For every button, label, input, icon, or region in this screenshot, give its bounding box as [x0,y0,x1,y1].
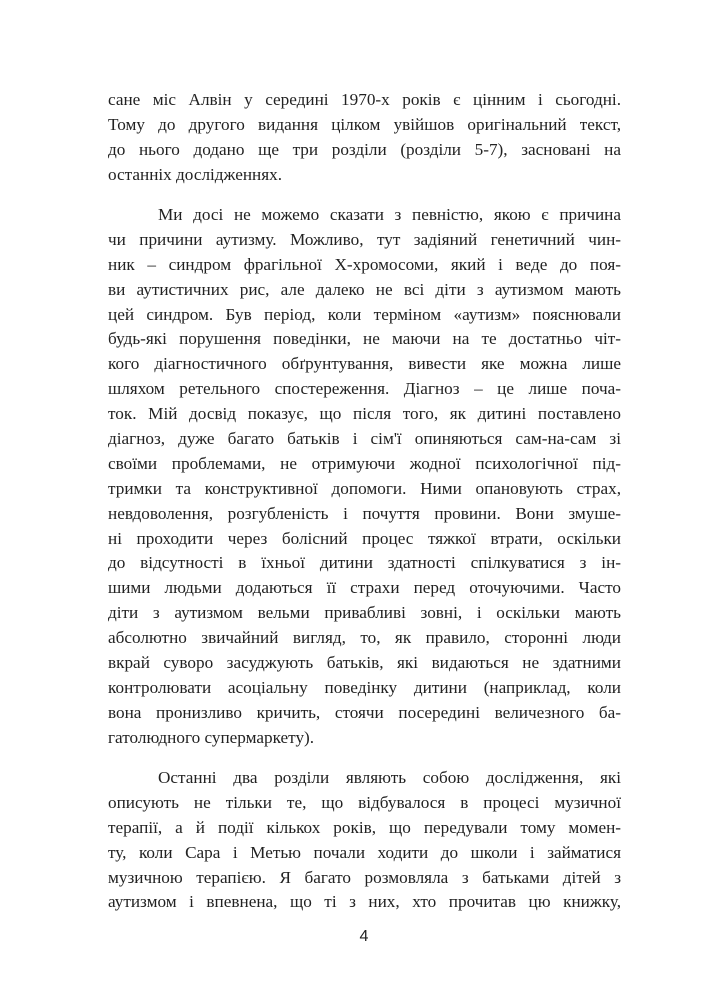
text-line: невдоволення, розгубленість і почуття провини. Вони змуше- [108,503,621,523]
text-line: абсолютно звичайний вигляд, то, як правило, сторонні люди [108,628,621,648]
text-line: ні проходити через болісний процес тяжкої втрати, оскільки [108,528,621,548]
text-line: кого діагностичного обґрунтування, вивести яке можна лише [108,354,621,374]
text-line: шляхом ретельного спостереження. Діагноз – це лише поча- [108,379,621,399]
text-line: ник – синдром фрагільної Х-хромосоми, який і веде до поя- [108,254,621,274]
text-line: Тому до другого видання цілком увійшов оригінальний текст, [108,114,621,134]
text-line: ток. Мій досвід показує, що після того, як дитині поставлено [108,404,621,424]
text-line: до відсутності в їхньої дитини здатності спілкуватися з ін- [108,553,621,573]
text-line: останніх дослідженнях. [108,164,283,184]
text-line: діти з аутизмом вельми привабливі зовні, і оскільки мають [108,603,621,623]
page-number: 4 [359,928,369,945]
text-line: до нього додано ще три розділи (розділи 5-7), засновані на [108,139,621,159]
text-line: ви аутистичних рис, але далеко не всі діти з аутизмом мають [108,279,621,299]
text-line: ту, коли Сара і Метью почали ходити до школи і займатися [108,842,621,862]
text-line: чи причини аутизму. Можливо, тут задіяний генетичний чин- [108,229,621,249]
text-line: музичною терапією. Я багато розмовляла з батьками дітей з [108,867,621,887]
text-line: своїми проблемами, не отримуючи жодної психологічної під- [108,453,621,473]
paragraph-1 [108,88,621,188]
text-line: вкрай суворо засуджують батьків, які видаються не здатними [108,653,621,673]
text-line: цей синдром. Був період, коли терміном «аутизм» пояснювали [108,304,621,324]
text-line: шими людьми додаються її страхи перед оточуючими. Часто [108,578,621,598]
text-line: аутизмом і впевнена, що ті з них, хто прочитав цю книжку, [108,892,621,912]
text-line: діагноз, дуже багато батьків і сім'ї опиняються сам-на-сам зі [108,429,621,449]
paragraph-3 [108,766,621,915]
text-line: терапії, а й події кількох років, що передували тому момен- [108,817,621,837]
text-line: Останні два розділи являють собою дослідження, які [158,768,621,787]
paragraph-2 [108,203,621,751]
text-line: вона пронизливо кричить, стоячи посередині величезного ба- [108,702,621,722]
text-line: контролювати асоціальну поведінку дитини (наприклад, коли [108,677,621,697]
text-line: гатолюдного супермаркету). [108,727,315,747]
text-line: тримки та конструктивної допомоги. Ними опановують страх, [108,478,621,498]
text-line: Ми досі не можемо сказати з певністю, якою є причина [158,205,621,224]
text-line: сане міс Алвін у середині 1970-х років є цінним і сьогодні. [108,90,621,109]
text-line: описують не тільки те, що відбувалося в процесі музичної [108,792,621,812]
text-line: будь-які порушення поведінки, не маючи на те достатньо чіт- [108,329,621,349]
